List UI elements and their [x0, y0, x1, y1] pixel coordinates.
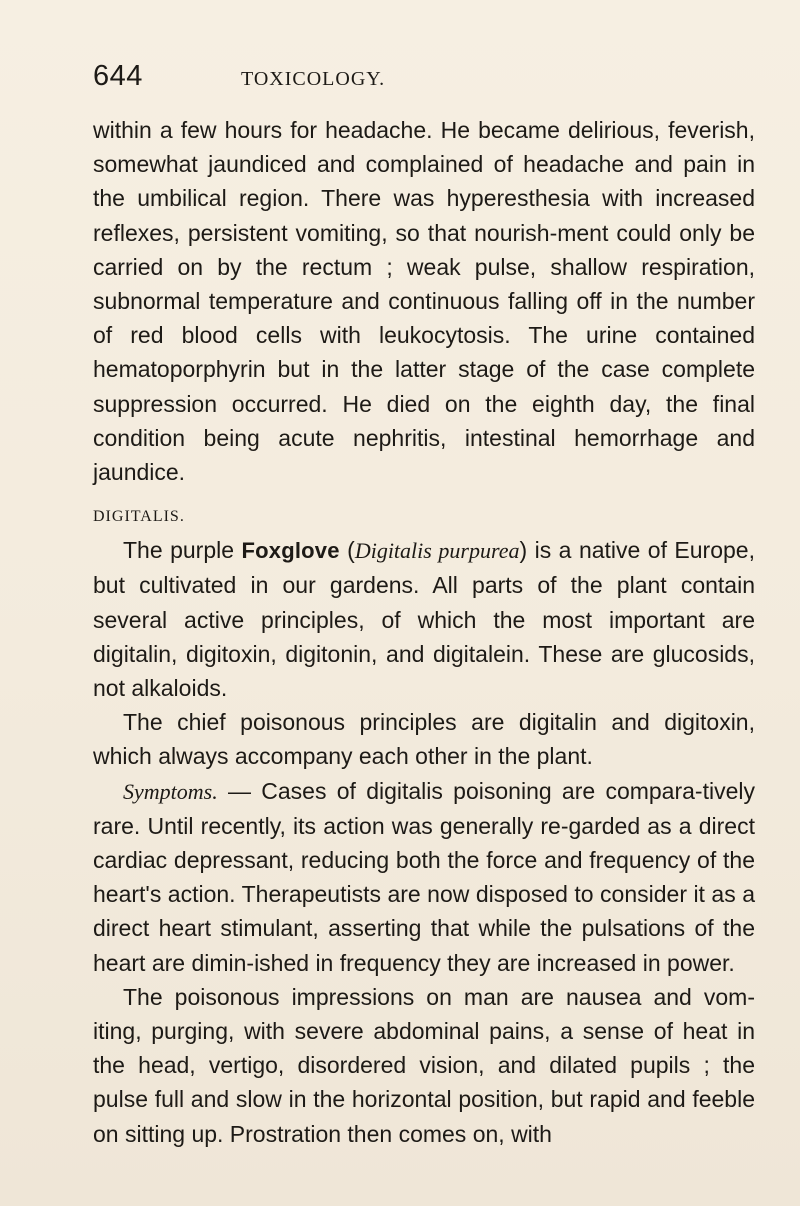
paragraph-principles: The chief poisonous principles are digitalin and digitoxin, which always accompany each other in the plant.	[93, 709, 755, 770]
latin-name: Digitalis purpurea	[354, 538, 520, 564]
foxglove-lead: The purple	[123, 537, 242, 564]
paragraph-foxglove	[93, 533, 755, 705]
page-body	[93, 113, 755, 1151]
paragraph-symptoms	[93, 774, 755, 980]
latin-open-paren: (	[339, 537, 355, 564]
symptoms-rest: — Cases of digitalis poisoning are compara-tively rare. Until recently, its action was generally re-garded as a direct cardiac depressant, reducing both the force and frequency of the heart's action. Therapeutists are now disposed to consider it as a direct heart stimulant, asserting that while the pulsations of the heart are dimin-ished in frequency they are increased in power.	[93, 777, 755, 976]
running-head: TOXICOLOGY.	[241, 68, 386, 90]
paragraph-poisonous-impressions: The poisonous impressions on man are nausea and vom-iting, purging, with severe abdominal pains, a sense of heat in the head, vertigo, disordered vision, and dilated pupils ; the pulse full and slow in the horizontal position, but rapid and feeble on sitting up. Prostration then comes on, with	[93, 983, 755, 1147]
section-heading-digitalis: DIGITALIS.	[93, 508, 185, 526]
paragraph-continued: within a few hours for headache. He became delirious, feverish, somewhat jaundiced and complained of headache and pain in the umbilical region. There was hyperesthesia with increased reflexes, persistent vomiting, so that nourish-ment could only be carried on by the rectum ; weak pulse, shallow respiration, subnormal temperature and continuous falling off in the number of red blood cells with leukocytosis. The urine contained hematoporphyrin but in the latter stage of the case complete suppression occurred. He died on the eighth day, the final condition being acute nephritis, intestinal hemorrhage and jaundice.	[93, 117, 755, 486]
foxglove-term: Foxglove	[241, 538, 340, 564]
page-header	[93, 59, 753, 109]
page-number: 644	[93, 60, 143, 92]
foxglove-rest: ) is a native of Europe, but cultivated in our gardens. All parts of the plant contain several active principles, of which the most important are digitalin, digitoxin, digitonin, and digitalein. These are glucosids, not alkaloids.	[93, 537, 755, 702]
symptoms-heading: Symptoms.	[123, 778, 218, 804]
